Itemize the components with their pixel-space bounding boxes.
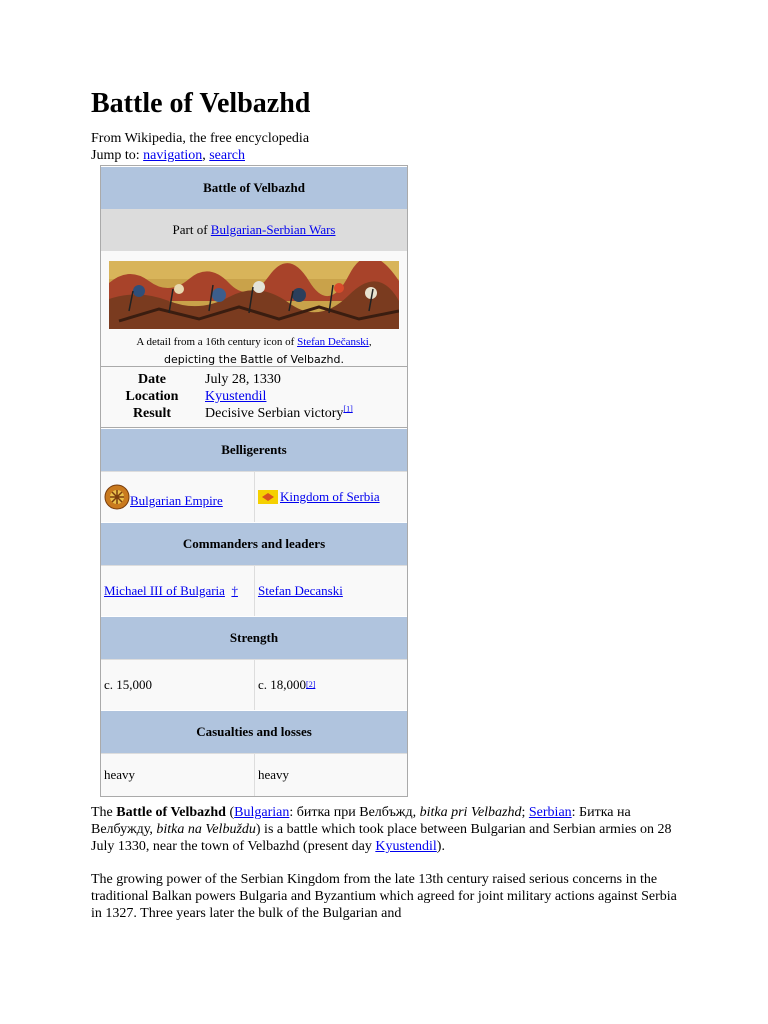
text-run: ( xyxy=(225,805,235,820)
bulgarian-empire-emblem-icon xyxy=(104,484,130,510)
strength-header: Strength xyxy=(101,616,407,659)
text-run: : битка при Велбъжд, xyxy=(289,805,420,820)
strength-serbia xyxy=(254,660,407,710)
article-body xyxy=(91,804,681,938)
casualties-header: Casualties and losses xyxy=(101,710,407,753)
infobox xyxy=(100,165,408,797)
bulgarian-empire-link[interactable]: Bulgarian Empire xyxy=(130,493,223,508)
fact-value: July 28, 1330 xyxy=(205,372,281,387)
text-run: The xyxy=(91,805,117,820)
infobox-title: Battle of Velbazhd xyxy=(101,166,407,209)
stefan-decanski-commander-link[interactable]: Stefan Decanski xyxy=(258,583,343,598)
fact-value xyxy=(195,405,353,422)
fact-row-result xyxy=(109,405,353,422)
transliteration: bitka na Velbuždu xyxy=(156,822,256,837)
text-run: ) is a battle which took place between Bulgarian and Serbian armies on 28 July 1330, near the town of Velbazhd (present day xyxy=(91,822,672,854)
infobox-part-of xyxy=(101,209,407,251)
bulgarian-serbian-wars-link[interactable]: Bulgarian-Serbian Wars xyxy=(210,222,336,237)
caption-comma: , xyxy=(368,336,372,348)
casualties-bulgaria: heavy xyxy=(104,767,136,782)
casualties-row xyxy=(101,753,407,796)
tagline: From Wikipedia, the free encyclopedia xyxy=(91,131,310,146)
text-run: : Битка на Велбужду, xyxy=(91,805,631,837)
image-caption-line1 xyxy=(101,332,407,352)
paragraph-intro xyxy=(91,804,681,855)
serbian-language-link[interactable]: Serbian xyxy=(528,805,572,820)
killed-in-action-mark[interactable]: † xyxy=(231,583,238,598)
belligerents-header: Belligerents xyxy=(101,428,407,471)
commander-bulgaria xyxy=(101,566,254,616)
article-header xyxy=(91,84,681,164)
paragraph-background: The growing power of the Serbian Kingdom from the late 13th century raised serious concerns in the traditional Balkan powers Bulgaria and Byzantium which agreed for joint military actions against Serbia in 1327. Three years later the bulk of the Bulgarian and xyxy=(91,872,677,921)
battle-icon-image[interactable] xyxy=(109,261,399,329)
image-caption-line2: depicting the Battle of Velbazhd. xyxy=(164,353,344,366)
kyustendil-link[interactable]: Kyustendil xyxy=(205,389,267,404)
strength-row xyxy=(101,659,407,710)
article-subject: Battle of Velbazhd xyxy=(116,805,226,820)
fact-label: Date xyxy=(138,372,166,387)
reference-link-1[interactable]: [1] xyxy=(343,404,353,414)
facts-table xyxy=(109,371,353,422)
reference-link-2[interactable]: [2] xyxy=(306,680,316,689)
jump-to-label: Jump to: xyxy=(91,148,140,163)
kyustendil-body-link[interactable]: Kyustendil xyxy=(375,839,437,854)
kingdom-of-serbia-link[interactable]: Kingdom of Serbia xyxy=(280,489,380,504)
result-text: Decisive Serbian victory xyxy=(205,406,344,421)
fact-row-location xyxy=(109,388,353,405)
infobox-facts xyxy=(101,367,407,428)
infobox-image-block xyxy=(101,251,407,367)
strength-value: c. 18,000 xyxy=(258,677,307,692)
bulgarian-language-link[interactable]: Bulgarian xyxy=(234,805,290,820)
fact-label: Location xyxy=(125,389,179,404)
belligerent-bulgaria xyxy=(101,472,254,522)
strength-bulgaria: c. 15,000 xyxy=(104,677,153,692)
part-of-label: Part of xyxy=(172,222,208,237)
separator: , xyxy=(202,148,206,163)
belligerent-serbia xyxy=(254,472,407,522)
commanders-row xyxy=(101,565,407,616)
fact-label: Result xyxy=(132,406,172,421)
search-link[interactable]: search xyxy=(209,148,245,163)
michael-iii-link[interactable]: Michael III of Bulgaria xyxy=(104,583,225,598)
kingdom-of-serbia-flag-icon xyxy=(258,490,278,504)
navigation-link[interactable]: navigation xyxy=(143,148,203,163)
fact-value xyxy=(195,388,353,405)
page-title: Battle of Velbazhd xyxy=(91,88,311,119)
fact-row-date xyxy=(109,371,353,388)
text-run: ; xyxy=(521,805,529,820)
casualties-serbia: heavy xyxy=(254,754,407,796)
commanders-header: Commanders and leaders xyxy=(101,522,407,565)
caption-text: A detail from a 16th century icon of xyxy=(136,336,295,348)
stefan-decanski-link[interactable]: Stefan Dečanski xyxy=(297,336,369,348)
jump-links xyxy=(91,147,681,164)
belligerents-row xyxy=(101,471,407,522)
transliteration: bitka pri Velbazhd xyxy=(419,805,522,820)
commander-serbia xyxy=(254,566,407,616)
text-run: ). xyxy=(436,839,445,854)
